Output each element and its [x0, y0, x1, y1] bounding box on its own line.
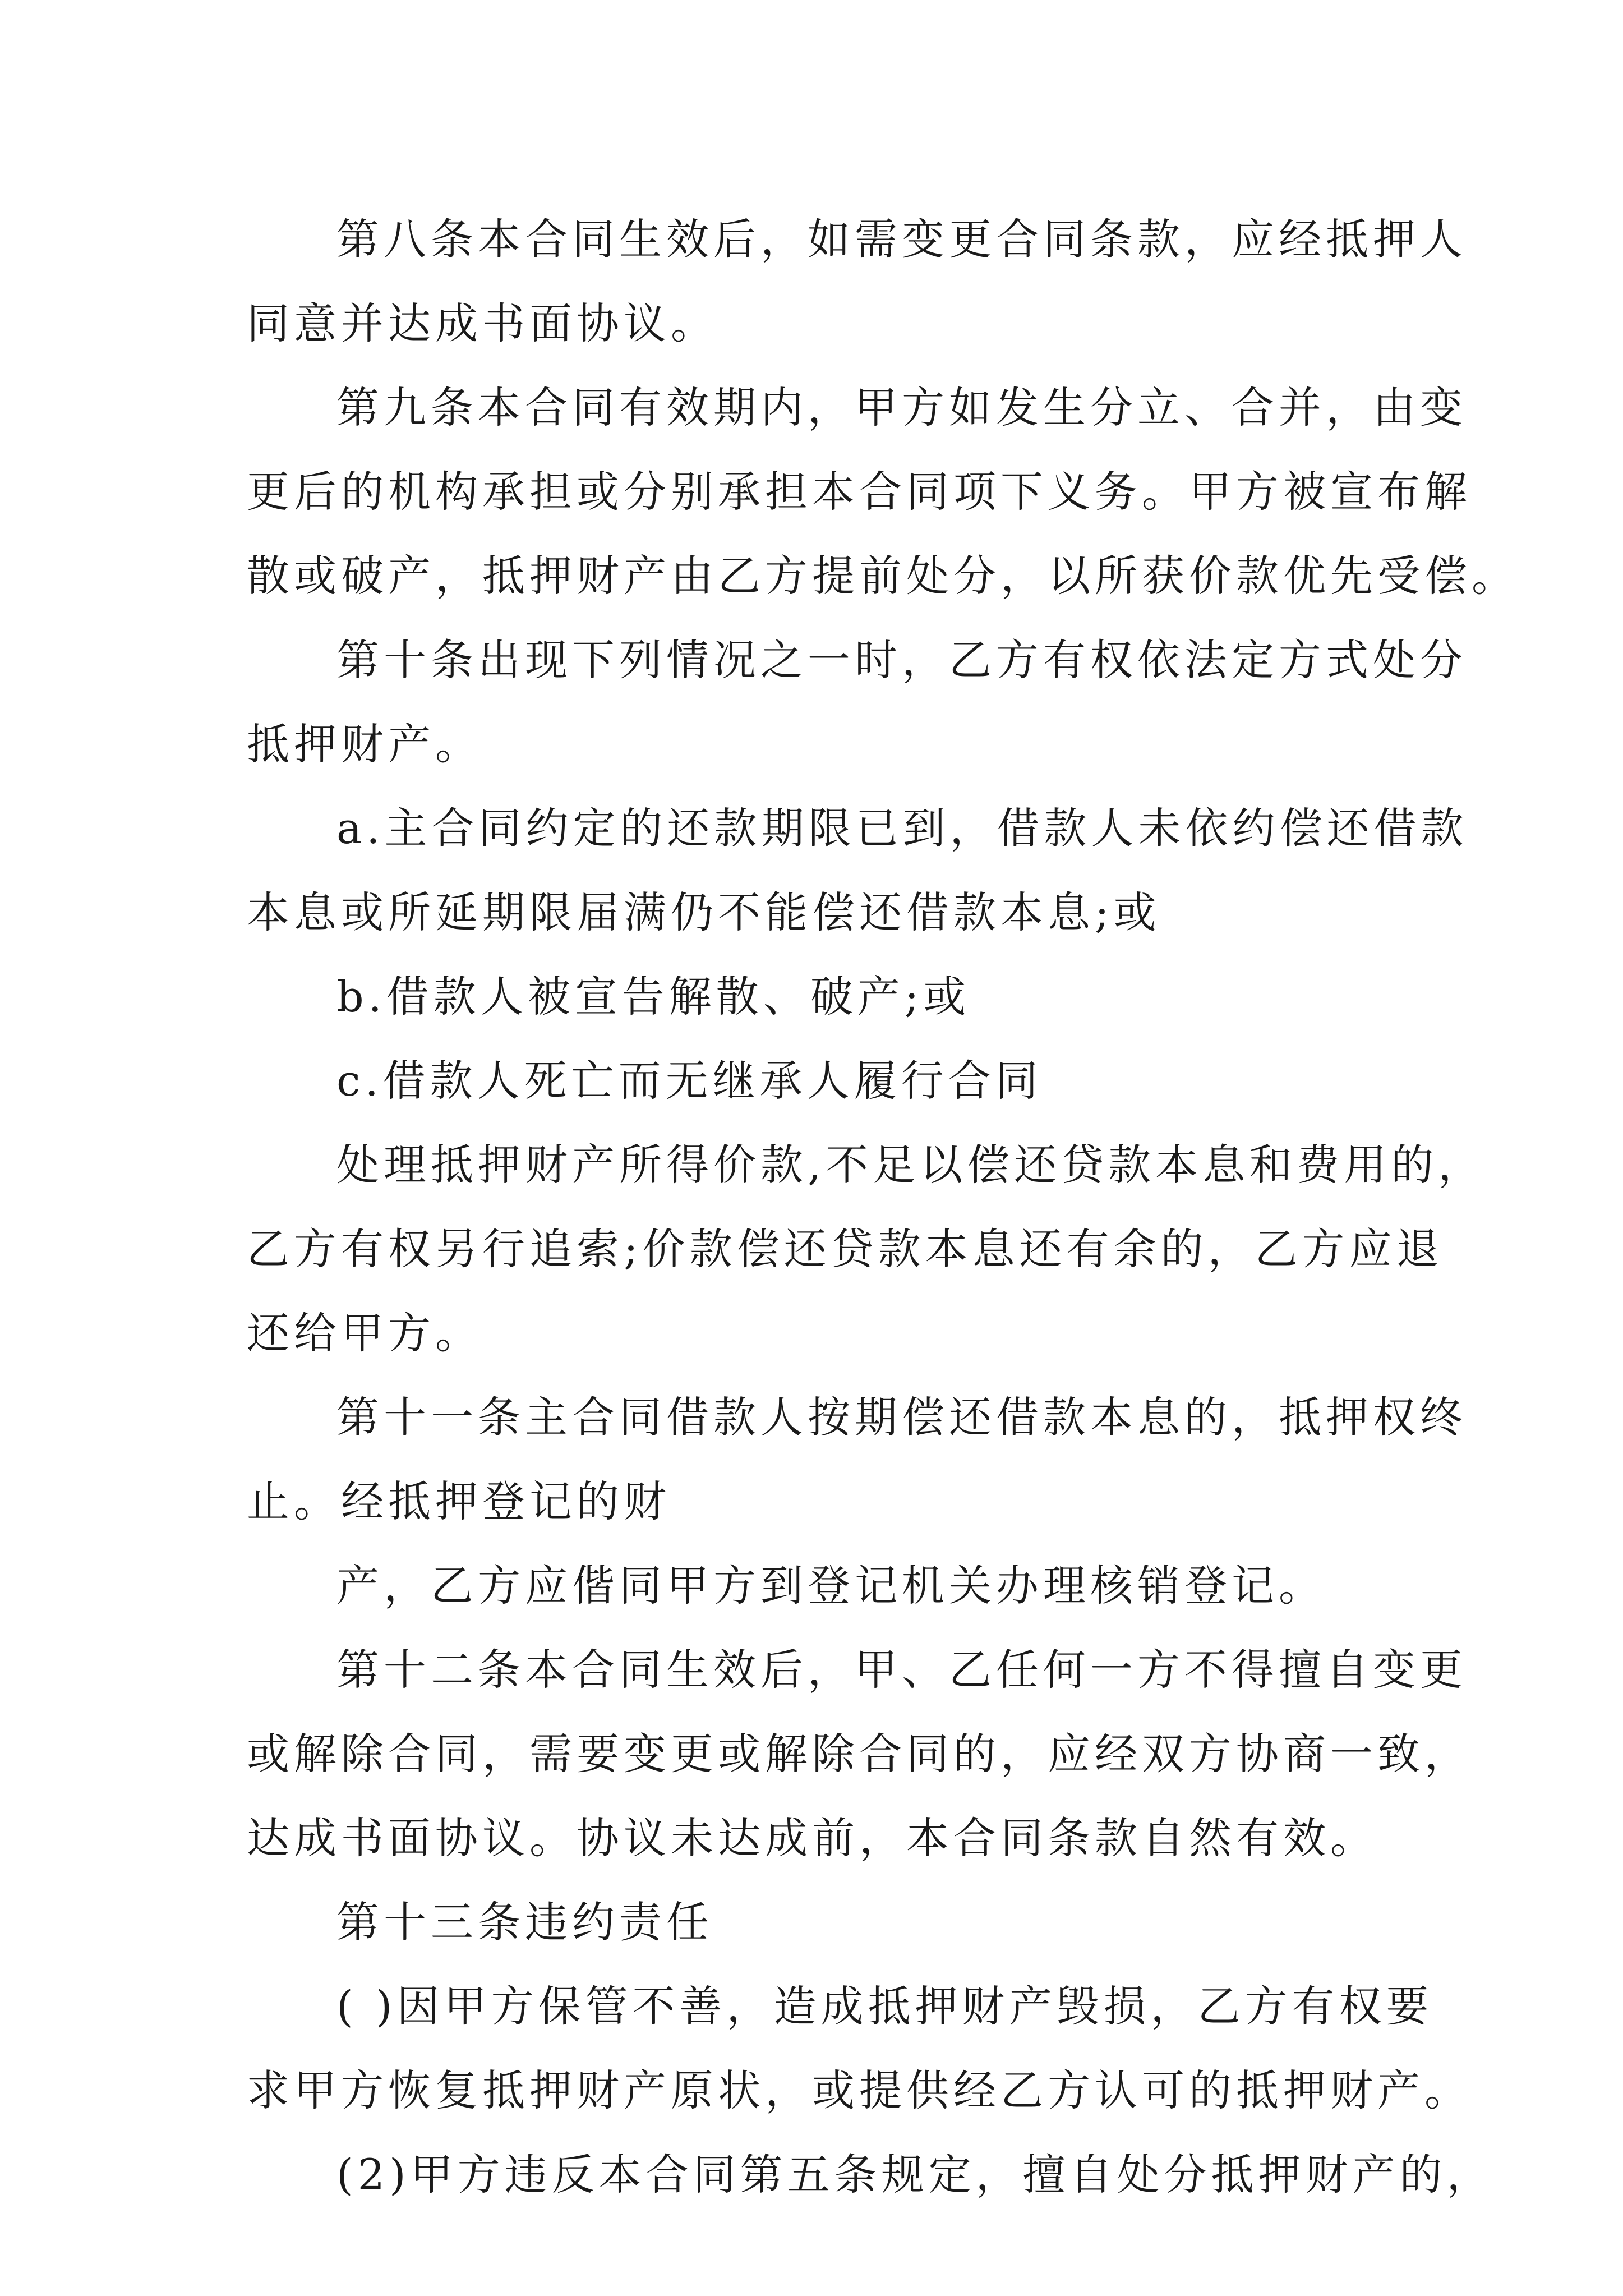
text-line: 抵押财产。	[247, 719, 482, 769]
text-line: 第九条本合同有效期内，甲方如发生分立、合并，由变	[336, 383, 1467, 432]
text-line: 第十三条违约责任	[336, 1897, 713, 1947]
text-line: 散或破产，抵押财产由乙方提前处分，以所获价款优先受偿。	[247, 551, 1519, 601]
text-line: 第十一条主合同借款人按期偿还借款本息的，抵押权终	[336, 1392, 1467, 1442]
text-line: 还给甲方。	[247, 1308, 482, 1358]
text-line: 止。经抵押登记的财	[247, 1476, 671, 1526]
text-line: 达成书面协议。协议未达成前，本合同条款自然有效。	[247, 1813, 1377, 1863]
text-line: 乙方有权另行追索;价款偿还贷款本息还有余的，乙方应退	[247, 1224, 1444, 1274]
text-line: 或解除合同，需要变更或解除合同的，应经双方协商一致，	[247, 1729, 1472, 1779]
text-line: 本息或所延期限届满仍不能偿还借款本息;或	[247, 887, 1161, 937]
text-line: 同意并达成书面协议。	[247, 298, 718, 348]
text-line: 更后的机构承担或分别承担本合同项下义务。甲方被宣布解	[247, 467, 1472, 517]
text-line: ( )因甲方保管不善，造成抵押财产毁损，乙方有权要	[336, 1981, 1433, 2031]
text-line: 第十条出现下列情况之一时，乙方有权依法定方式处分	[336, 635, 1467, 685]
text-line: b.借款人被宣告解散、破产;或	[336, 972, 971, 1022]
text-line: a.主合同约定的还款期限已到，借款人未依约偿还借款	[336, 803, 1468, 853]
text-line: (2)甲方违反本合同第五条规定，擅自处分抵押财产的，	[336, 2150, 1494, 2200]
text-line: 第十二条本合同生效后，甲、乙任何一方不得擅自变更	[336, 1645, 1467, 1695]
text-line: c.借款人死亡而无继承人履行合同	[336, 1056, 1043, 1106]
text-line: 第八条本合同生效后，如需变更合同条款，应经抵押人	[336, 214, 1467, 264]
text-line: 处理抵押财产所得价款,不足以偿还贷款本息和费用的，	[336, 1140, 1486, 1190]
text-line: 产，乙方应偕同甲方到登记机关办理核销登记。	[336, 1561, 1326, 1611]
text-line: 求甲方恢复抵押财产原状，或提供经乙方认可的抵押财产。	[247, 2065, 1472, 2115]
contract-body-text	[247, 197, 1519, 2217]
